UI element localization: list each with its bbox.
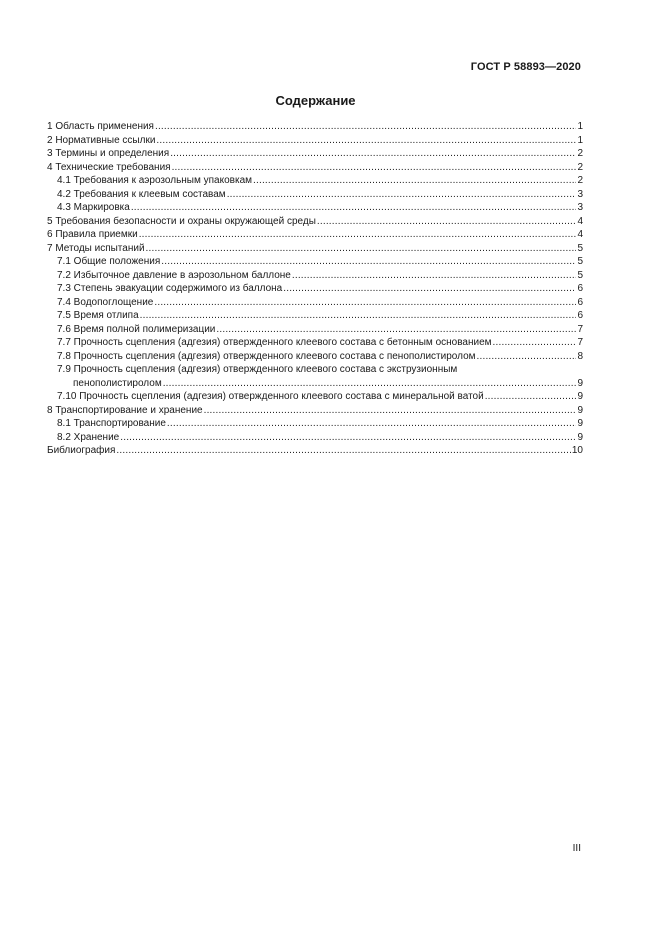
toc-entry-label: 8.1 Транспортирование bbox=[57, 418, 166, 429]
toc-leader-dots bbox=[120, 431, 576, 445]
toc-entry[interactable] bbox=[47, 215, 583, 229]
toc-leader-dots bbox=[116, 444, 570, 458]
toc-entry-page: 4 bbox=[577, 215, 583, 227]
toc-leader-dots bbox=[154, 296, 576, 310]
toc-entry[interactable] bbox=[47, 444, 583, 458]
toc-entry-page: 5 bbox=[577, 242, 583, 254]
toc-subentry[interactable] bbox=[47, 201, 583, 215]
toc-entry-page: 7 bbox=[577, 323, 583, 335]
toc-entry-page: 3 bbox=[577, 188, 583, 200]
toc-leader-dots bbox=[292, 269, 577, 283]
toc-leader-dots bbox=[155, 120, 576, 134]
toc-leader-dots bbox=[493, 336, 577, 350]
toc-entry[interactable] bbox=[47, 120, 583, 134]
toc-entry-label: Библиография bbox=[47, 445, 116, 456]
toc-entry-page: 9 bbox=[577, 418, 583, 429]
toc-entry-label: 7.3 Степень эвакуации содержимого из баллона bbox=[57, 283, 283, 294]
toc-entry-label: 7.1 Общие положения bbox=[57, 256, 161, 267]
toc-entry-page: 6 bbox=[577, 310, 583, 321]
toc-leader-dots bbox=[131, 201, 577, 215]
toc-leader-dots bbox=[216, 323, 576, 337]
toc-leader-dots bbox=[161, 255, 576, 269]
toc-leader-dots bbox=[146, 242, 577, 256]
toc-leader-dots bbox=[253, 174, 576, 188]
toc-entry-label: 7.8 Прочность сцепления (адгезия) отвержденного клеевого состава с пенополистиролом bbox=[57, 350, 476, 362]
toc-subentry[interactable] bbox=[47, 323, 583, 337]
toc-subentry[interactable] bbox=[47, 174, 583, 188]
toc-entry-page: 6 bbox=[577, 283, 583, 294]
toc-entry-label: 7.7 Прочность сцепления (адгезия) отвержденного клеевого состава с бетонным основанием bbox=[57, 337, 492, 348]
toc-entry-label: 5 Требования безопасности и охраны окружающей среды bbox=[47, 215, 316, 227]
table-of-contents bbox=[47, 120, 583, 458]
toc-leader-dots bbox=[167, 417, 577, 431]
toc-entry-label: 1 Область применения bbox=[47, 121, 154, 132]
toc-leader-dots bbox=[204, 404, 577, 418]
toc-subentry[interactable] bbox=[47, 336, 583, 350]
toc-title: Содержание bbox=[275, 93, 356, 108]
toc-entry-page: 6 bbox=[577, 296, 583, 308]
toc-entry-continuation bbox=[57, 377, 583, 391]
toc-entry-page: 9 bbox=[577, 377, 583, 389]
toc-leader-dots bbox=[477, 350, 577, 364]
document-code: ГОСТ Р 58893—2020 bbox=[470, 61, 581, 73]
toc-leader-dots bbox=[317, 215, 577, 229]
toc-entry-page: 9 bbox=[577, 391, 583, 402]
toc-entry-label: 4 Технические требования bbox=[47, 161, 171, 173]
toc-subentry[interactable] bbox=[47, 255, 583, 269]
toc-entry-label: 6 Правила приемки bbox=[47, 229, 138, 240]
toc-entry-label: 7.2 Избыточное давление в аэрозольном баллоне bbox=[57, 269, 291, 281]
toc-leader-dots bbox=[156, 134, 576, 148]
toc-entry[interactable] bbox=[47, 147, 583, 161]
toc-subentry[interactable] bbox=[47, 309, 583, 323]
toc-entry-page: 9 bbox=[577, 431, 583, 443]
toc-leader-dots bbox=[170, 147, 576, 161]
toc-entry-page: 2 bbox=[577, 148, 583, 159]
toc-entry-page: 9 bbox=[577, 404, 583, 416]
toc-leader-dots bbox=[139, 228, 577, 242]
toc-subentry[interactable] bbox=[47, 350, 583, 364]
toc-leader-dots bbox=[283, 282, 576, 296]
toc-entry-label: 2 Нормативные ссылки bbox=[47, 134, 156, 146]
toc-subentry[interactable] bbox=[47, 269, 583, 283]
toc-subentry[interactable] bbox=[47, 390, 583, 404]
toc-subentry[interactable] bbox=[47, 282, 583, 296]
toc-entry-page: 5 bbox=[577, 269, 583, 281]
toc-entry-page: 5 bbox=[577, 256, 583, 267]
toc-leader-dots bbox=[140, 309, 577, 323]
toc-entry-label: 3 Термины и определения bbox=[47, 148, 170, 159]
toc-entry-page: 1 bbox=[577, 121, 583, 132]
toc-entry-label: 4.1 Требования к аэрозольным упаковкам bbox=[57, 175, 253, 186]
toc-entry-label: 7.9 Прочность сцепления (адгезия) отвержденного клеевого состава с экструзионным bbox=[57, 364, 458, 375]
toc-subentry[interactable] bbox=[47, 296, 583, 310]
toc-entry-label: 7.5 Время отлипа bbox=[57, 310, 139, 321]
toc-leader-dots bbox=[172, 161, 577, 175]
toc-entry[interactable] bbox=[47, 404, 583, 418]
toc-subentry[interactable] bbox=[47, 363, 583, 390]
toc-entry-page: 10 bbox=[571, 445, 583, 456]
toc-entry-page: 3 bbox=[577, 202, 583, 213]
toc-entry-page: 8 bbox=[577, 350, 583, 362]
page-number: III bbox=[572, 843, 581, 854]
toc-leader-dots bbox=[485, 390, 577, 404]
toc-entry-page: 2 bbox=[577, 161, 583, 173]
toc-entry-page: 1 bbox=[577, 134, 583, 146]
toc-entry-label: 4.3 Маркировка bbox=[57, 202, 130, 213]
toc-entry-label-cont: пенополистиролом bbox=[73, 377, 162, 389]
toc-entry[interactable] bbox=[47, 228, 583, 242]
toc-entry-label: 4.2 Требования к клеевым составам bbox=[57, 188, 226, 200]
toc-entry-label: 8 Транспортирование и хранение bbox=[47, 404, 203, 416]
toc-entry-label: 7.4 Водопоглощение bbox=[57, 296, 154, 308]
toc-entry[interactable] bbox=[47, 161, 583, 175]
toc-entry-label: 8.2 Хранение bbox=[57, 431, 120, 443]
toc-entry-page: 4 bbox=[577, 229, 583, 240]
toc-entry-page: 7 bbox=[577, 337, 583, 348]
toc-entry-label: 7.6 Время полной полимеризации bbox=[57, 323, 216, 335]
toc-subentry[interactable] bbox=[47, 431, 583, 445]
toc-subentry[interactable] bbox=[47, 188, 583, 202]
toc-entry-page: 2 bbox=[577, 175, 583, 186]
toc-entry[interactable] bbox=[47, 242, 583, 256]
toc-entry[interactable] bbox=[47, 134, 583, 148]
toc-entry-label: 7.10 Прочность сцепления (адгезия) отвержденного клеевого состава с минеральной ватой bbox=[57, 391, 484, 402]
toc-entry-label: 7 Методы испытаний bbox=[47, 242, 145, 254]
toc-subentry[interactable] bbox=[47, 417, 583, 431]
toc-leader-dots bbox=[163, 377, 577, 391]
toc-leader-dots bbox=[227, 188, 577, 202]
